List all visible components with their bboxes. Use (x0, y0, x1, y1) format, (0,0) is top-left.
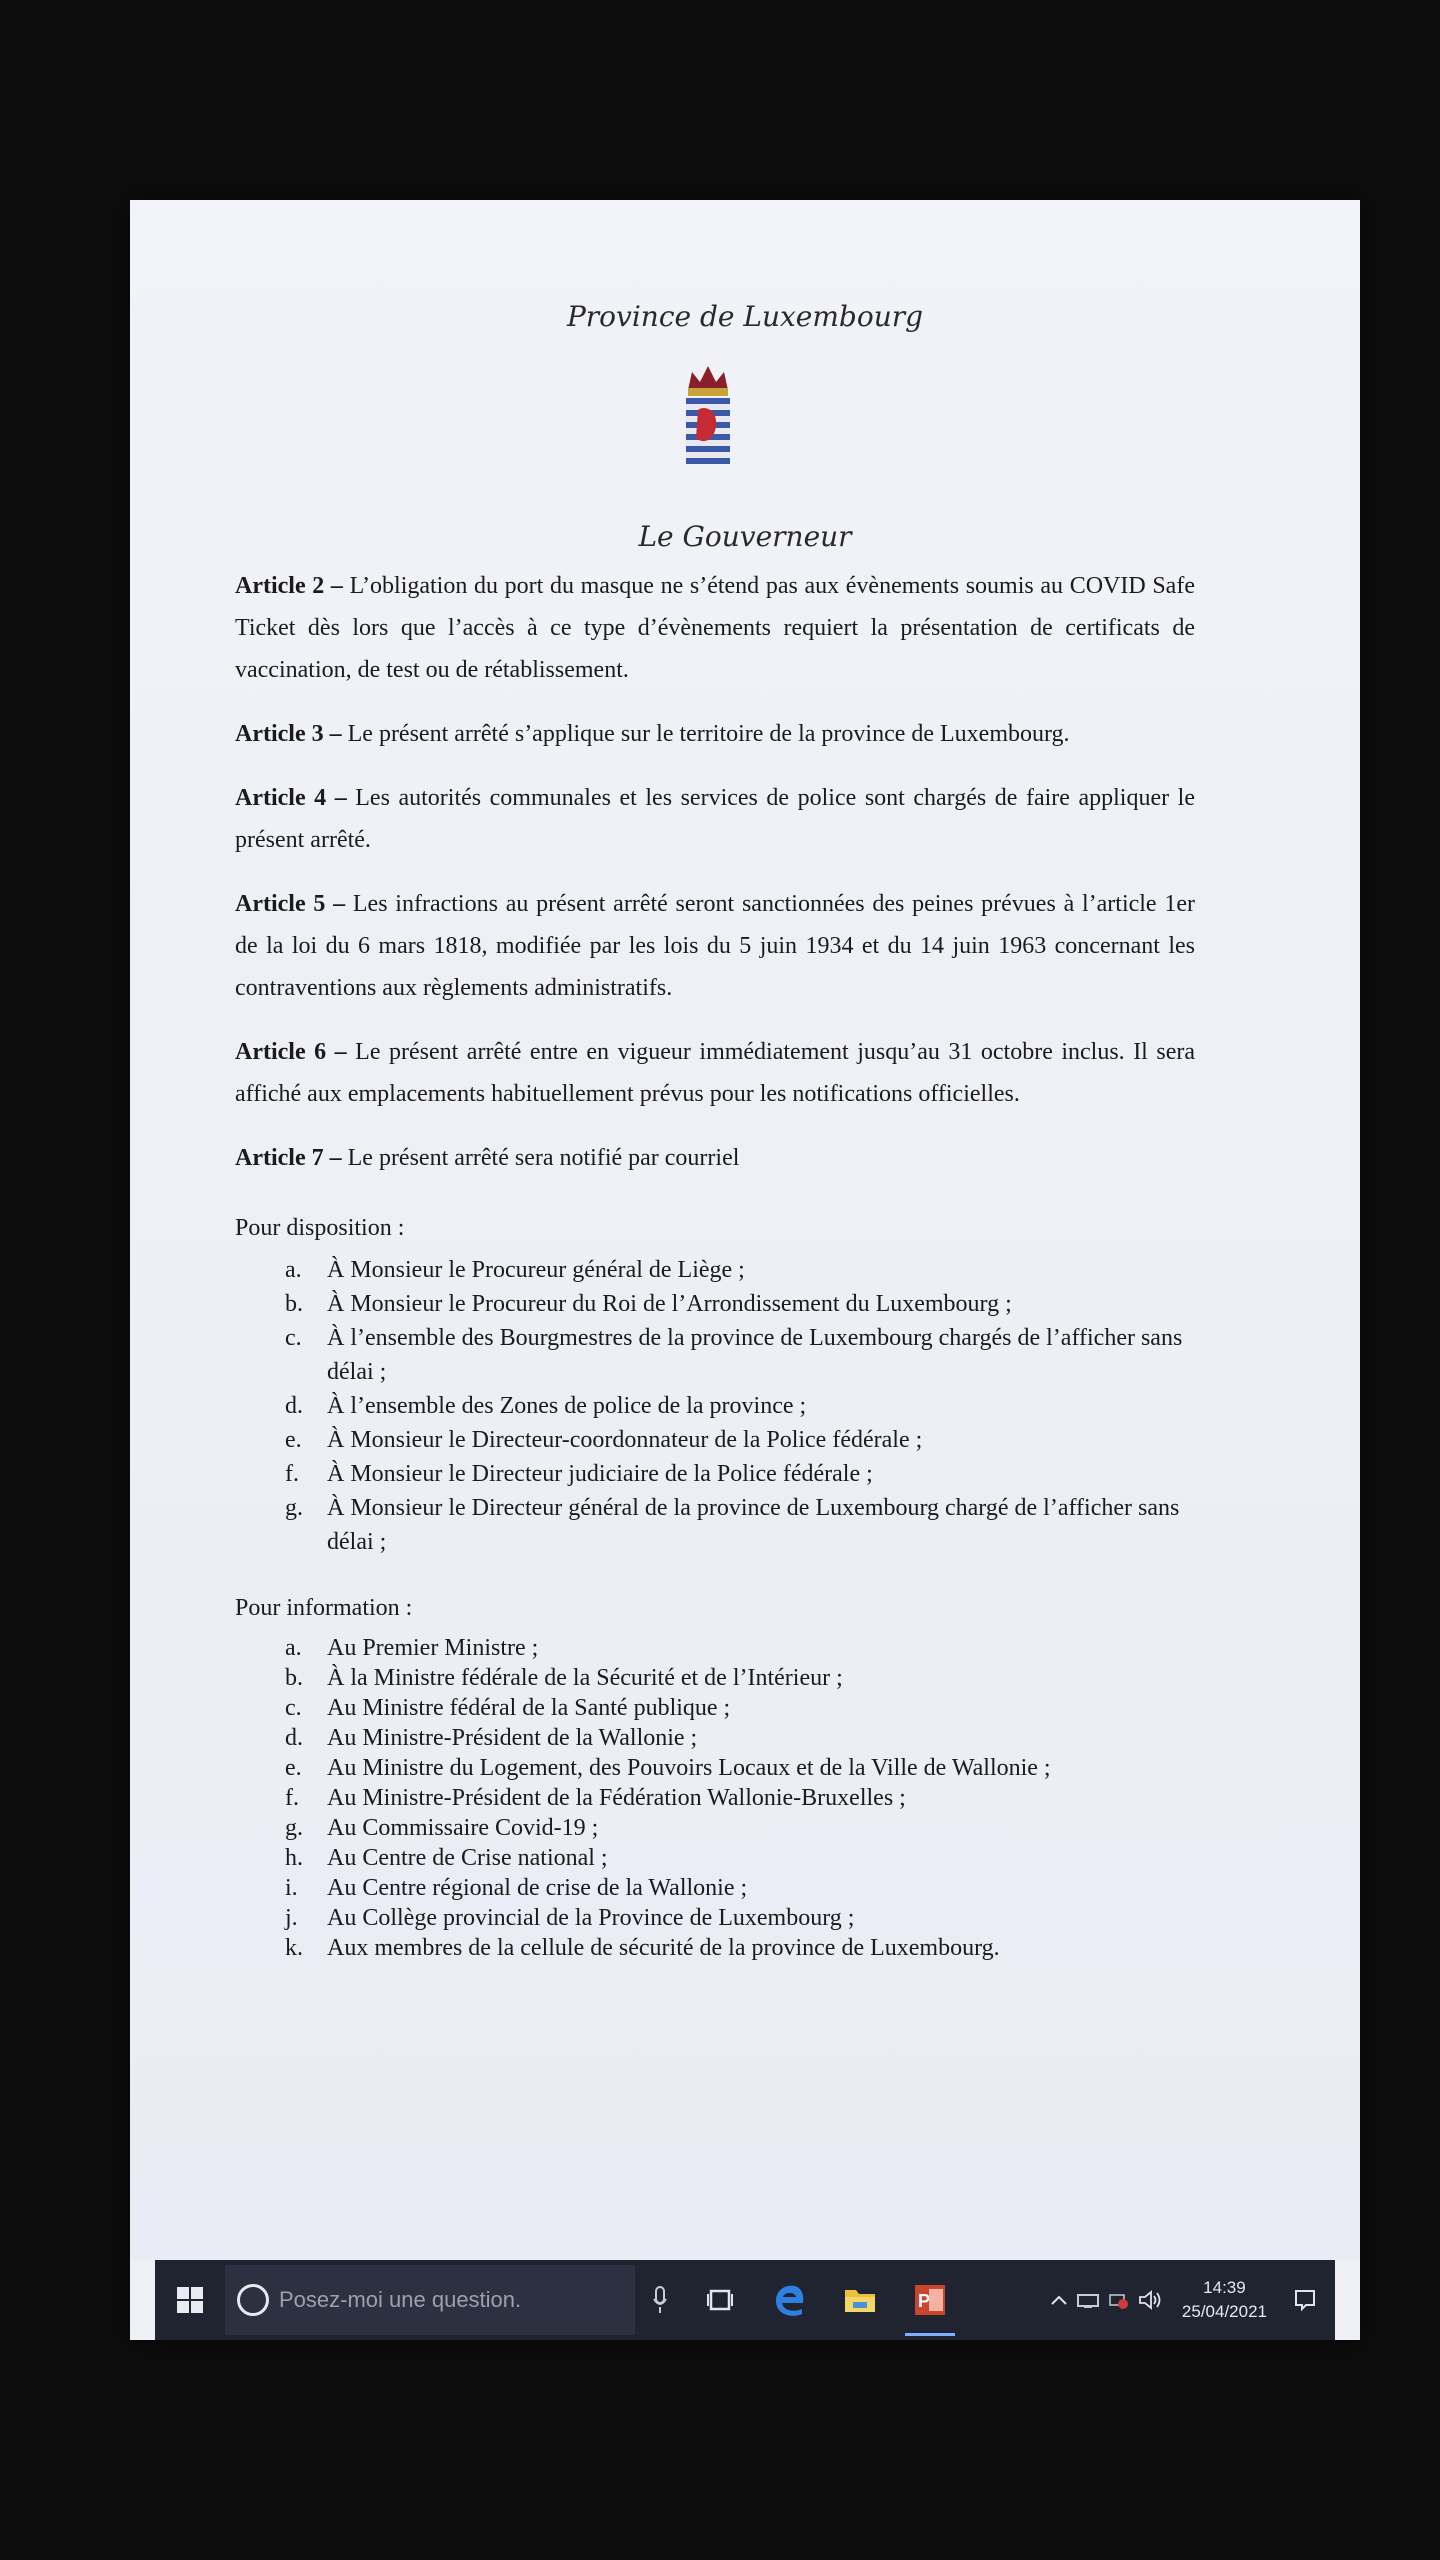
list-item (285, 1389, 1195, 1423)
list-text: À Monsieur le Directeur-coordonnateur de la Police fédérale ; (327, 1427, 923, 1453)
article-label: Article 7 – (235, 1145, 342, 1171)
list-letter: i. (285, 1875, 298, 1901)
microphone-icon (652, 2285, 668, 2315)
article-text: L’obligation du port du masque ne s’étend pas aux évènements soumis au COVID Safe Ticket dès lors que l’accès à ce type d’évènements requiert la présentation de certificats de vaccination, de test ou de rétablissement. (235, 573, 1195, 683)
list-item (285, 1663, 1195, 1693)
search-placeholder: Posez-moi une question. (279, 2287, 522, 2312)
coat-of-arms-icon (678, 360, 738, 470)
list-letter: f. (285, 1785, 299, 1811)
powerpoint-icon (913, 2283, 947, 2317)
list-item (285, 1253, 1195, 1287)
list-text: Au Ministre-Président de la Wallonie ; (327, 1725, 698, 1751)
document-body (235, 565, 1195, 1963)
monitor-screen (130, 200, 1360, 2340)
chevron-up-icon[interactable] (1050, 2293, 1068, 2307)
list-text: Au Ministre-Président de la Fédération Wallonie-Bruxelles ; (327, 1785, 906, 1811)
edge-browser-icon (773, 2283, 807, 2317)
list-letter: b. (285, 1291, 303, 1317)
list-item (285, 1321, 1195, 1389)
document-page (130, 200, 1360, 2260)
windows-taskbar (155, 2260, 1335, 2340)
list-item (285, 1783, 1195, 1813)
list-text: Au Collège provincial de la Province de Luxembourg ; (327, 1905, 855, 1931)
article-label: Article 2 – (235, 573, 343, 599)
information-list (235, 1633, 1195, 1963)
governor-header: Le Gouverneur (638, 520, 852, 553)
list-text: À Monsieur le Directeur général de la province de Luxembourg chargé de l’afficher sans délai ; (327, 1495, 1180, 1555)
list-item (285, 1491, 1195, 1559)
cortana-search-box[interactable] (225, 2265, 635, 2335)
article-label: Article 5 – (235, 891, 346, 917)
list-item (285, 1873, 1195, 1903)
disposition-list (235, 1253, 1195, 1559)
notification-icon (1293, 2288, 1317, 2312)
list-letter: a. (285, 1257, 302, 1283)
list-text: Aux membres de la cellule de sécurité de la province de Luxembourg. (327, 1935, 1000, 1961)
list-text: Au Centre de Crise national ; (327, 1845, 608, 1871)
list-text: À la Ministre fédérale de la Sécurité et de l’Intérieur ; (327, 1665, 843, 1691)
task-view-button[interactable] (685, 2260, 755, 2340)
disposition-title: Pour disposition : (235, 1215, 405, 1241)
list-letter: d. (285, 1725, 303, 1751)
list-item (285, 1813, 1195, 1843)
list-item (285, 1423, 1195, 1457)
article-text: Le présent arrêté sera notifié par courriel (341, 1145, 740, 1171)
list-item (285, 1933, 1195, 1963)
article-3 (235, 713, 1195, 755)
list-letter: j. (285, 1905, 298, 1931)
list-letter: k. (285, 1935, 303, 1961)
action-center-button[interactable] (1285, 2260, 1325, 2340)
article-label: Article 6 – (235, 1039, 347, 1065)
battery-warning-icon[interactable] (1108, 2289, 1130, 2311)
svg-text:P: P (918, 2291, 931, 2311)
article-4 (235, 777, 1195, 861)
list-text: Au Commissaire Covid-19 ; (327, 1815, 599, 1841)
list-item (285, 1843, 1195, 1873)
microphone-button[interactable] (635, 2265, 685, 2335)
list-text: Au Premier Ministre ; (327, 1635, 539, 1661)
clock-time: 14:39 (1203, 2278, 1246, 2297)
list-item (285, 1693, 1195, 1723)
list-text: Au Centre régional de crise de la Wallonie ; (327, 1875, 748, 1901)
article-5 (235, 883, 1195, 1009)
list-letter: h. (285, 1845, 303, 1871)
list-text: À Monsieur le Directeur judiciaire de la Police fédérale ; (327, 1461, 873, 1487)
information-title: Pour information : (235, 1595, 413, 1621)
list-letter: b. (285, 1665, 303, 1691)
article-label: Article 3 – (235, 721, 342, 747)
system-tray (1050, 2260, 1335, 2340)
list-text: À Monsieur le Procureur du Roi de l’Arrondissement du Luxembourg ; (327, 1291, 1012, 1317)
article-text: Le présent arrêté entre en vigueur immédiatement jusqu’au 31 octobre inclus. Il sera affiché aux emplacements habituellement prévus pour les notifications officielles. (235, 1039, 1196, 1107)
list-letter: f. (285, 1461, 299, 1487)
list-text: À Monsieur le Procureur général de Liège ; (327, 1257, 745, 1283)
list-item (285, 1753, 1195, 1783)
list-letter: c. (285, 1695, 302, 1721)
edge-taskbar-button[interactable] (755, 2260, 825, 2340)
article-7 (235, 1137, 1195, 1179)
volume-icon[interactable] (1138, 2289, 1164, 2311)
list-letter: e. (285, 1755, 302, 1781)
system-clock[interactable] (1172, 2276, 1277, 2324)
list-letter: g. (285, 1495, 303, 1521)
list-item (285, 1633, 1195, 1663)
powerpoint-taskbar-button[interactable] (895, 2260, 965, 2340)
article-6 (235, 1031, 1195, 1115)
start-button[interactable] (155, 2260, 225, 2340)
list-text: Au Ministre du Logement, des Pouvoirs Locaux et de la Ville de Wallonie ; (327, 1755, 1051, 1781)
cortana-icon (237, 2284, 269, 2316)
clock-date: 25/04/2021 (1181, 2302, 1267, 2321)
list-text: À l’ensemble des Zones de police de la province ; (327, 1393, 807, 1419)
list-letter: g. (285, 1815, 303, 1841)
explorer-taskbar-button[interactable] (825, 2260, 895, 2340)
list-item (285, 1903, 1195, 1933)
article-label: Article 4 – (235, 785, 347, 811)
list-item (285, 1723, 1195, 1753)
windows-start-icon (177, 2287, 203, 2313)
article-text: Le présent arrêté s’applique sur le territoire de la province de Luxembourg. (341, 721, 1070, 747)
list-item (285, 1457, 1195, 1491)
province-header: Province de Luxembourg (566, 300, 924, 333)
file-explorer-icon (843, 2286, 877, 2314)
list-letter: e. (285, 1427, 302, 1453)
list-letter: d. (285, 1393, 303, 1419)
list-text: À l’ensemble des Bourgmestres de la province de Luxembourg chargés de l’afficher sans délai ; (327, 1325, 1183, 1385)
article-2 (235, 565, 1195, 691)
list-letter: a. (285, 1635, 302, 1661)
list-text: Au Ministre fédéral de la Santé publique ; (327, 1695, 731, 1721)
network-icon[interactable] (1076, 2291, 1100, 2309)
list-letter: c. (285, 1325, 302, 1351)
article-text: Les infractions au présent arrêté seront sanctionnées des peines prévues à l’article 1er de la loi du 6 mars 1818, modifiée par les lois du 5 juin 1934 et du 14 juin 1963 concernant les contraventions aux règlements administratifs. (235, 891, 1195, 1001)
article-text: Les autorités communales et les services de police sont chargés de faire appliquer le présent arrêté. (235, 785, 1195, 853)
list-item (285, 1287, 1195, 1321)
task-view-icon (707, 2288, 733, 2312)
